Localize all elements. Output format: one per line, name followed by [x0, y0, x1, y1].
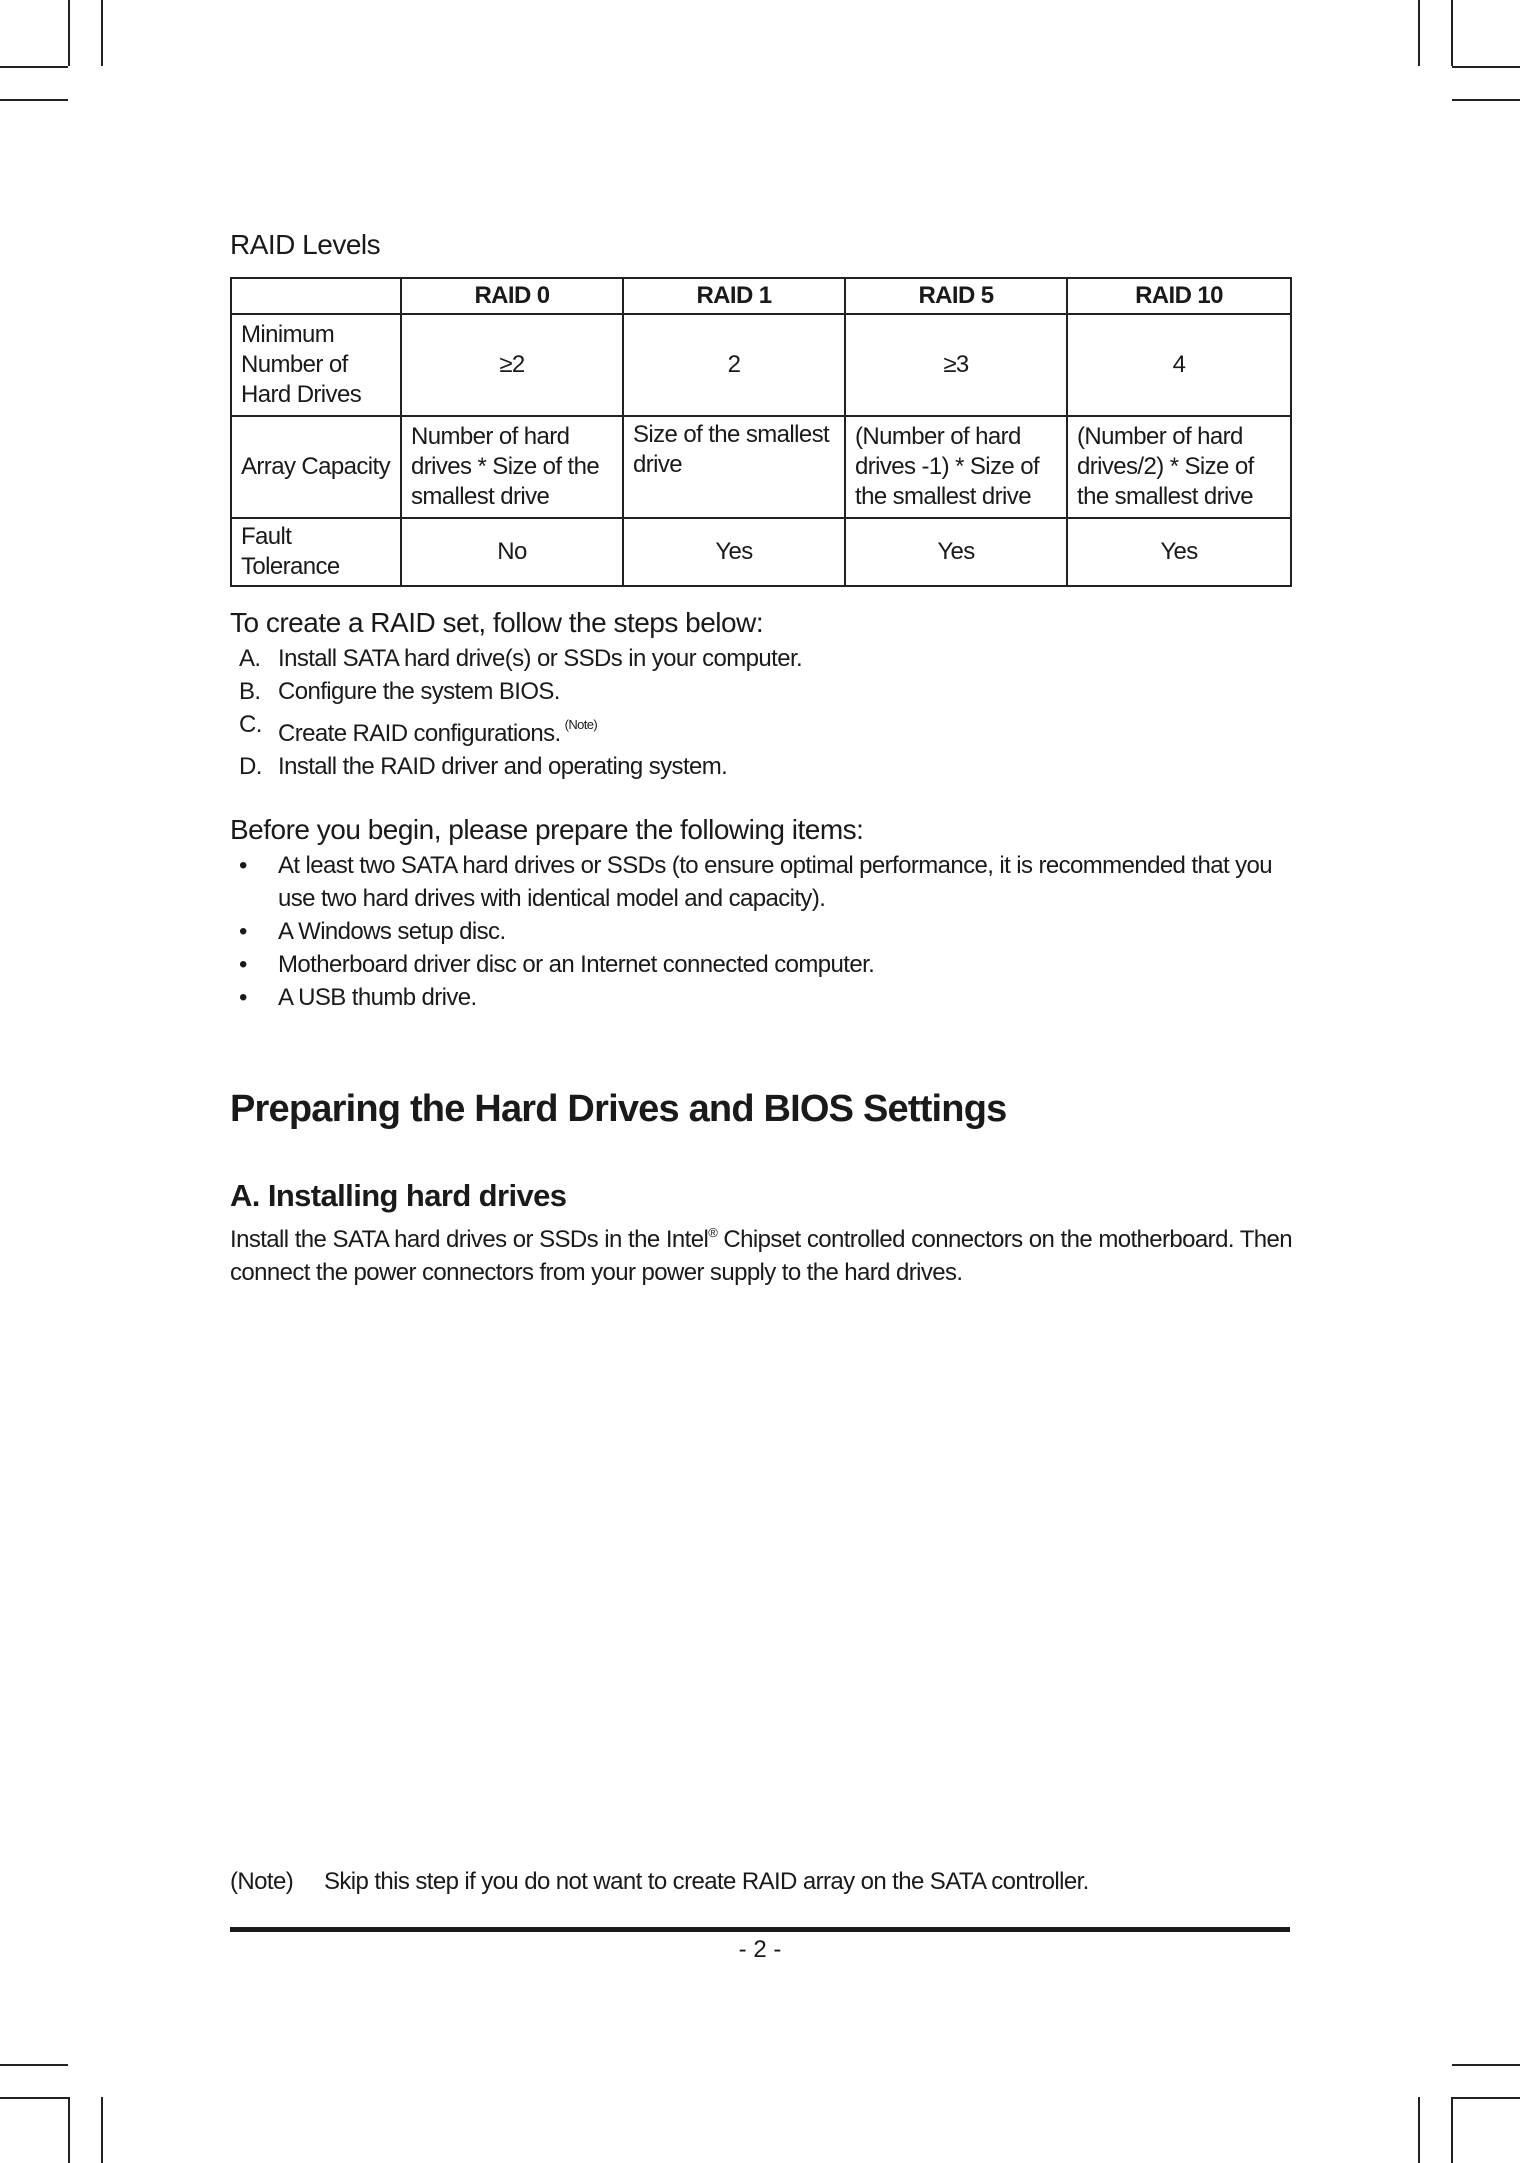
crop-mark — [0, 66, 68, 68]
table-header-cell: RAID 5 — [845, 278, 1067, 314]
list-item — [230, 981, 1290, 1014]
prepare-list — [230, 849, 1290, 1014]
table-row — [231, 314, 1291, 416]
table-header-cell: RAID 0 — [401, 278, 623, 314]
table-cell: Size of the smallest drive — [623, 416, 845, 518]
list-item — [230, 708, 1290, 750]
crop-mark — [1451, 2097, 1453, 2163]
note-reference: (Note) — [564, 717, 598, 732]
footnote — [230, 1868, 1089, 1896]
table-row — [231, 518, 1291, 586]
section-body — [230, 1216, 1292, 1289]
table-cell: Yes — [845, 518, 1067, 586]
table-cell: (Number of hard drives/2) * Size of the smallest drive — [1067, 416, 1291, 518]
list-item-text: A Windows setup disc. — [278, 918, 506, 945]
body-text-part: Chipset controlled connectors on the motherboard. Then connect the power connectors from your power supply to the hard drives. — [230, 1226, 1292, 1286]
steps-title: To create a RAID set, follow the steps below: — [230, 607, 764, 638]
page-number: - 2 - — [738, 1936, 782, 1963]
row-label: Array Capacity — [231, 416, 401, 518]
crop-mark — [1452, 2064, 1520, 2066]
list-item-text: Configure the system BIOS. — [278, 678, 560, 705]
crop-mark — [1452, 66, 1520, 68]
list-item — [230, 849, 1290, 915]
crop-mark — [101, 2097, 103, 2163]
bullet: • — [239, 984, 247, 1011]
footnote-text: Skip this step if you do not want to create RAID array on the SATA controller. — [324, 1868, 1089, 1895]
table-header-cell: RAID 1 — [623, 278, 845, 314]
footer-rule — [230, 1927, 1290, 1932]
crop-mark — [1452, 99, 1520, 101]
table-cell: Yes — [623, 518, 845, 586]
list-item-text: At least two SATA hard drives or SSDs (to ensure optimal performance, it is recommended that you use two hard drives with identical model and capacity). — [278, 852, 1272, 912]
table-cell: (Number of hard drives -1) * Size of the smallest drive — [845, 416, 1067, 518]
body-text-part: Install the SATA hard drives or SSDs in the Intel — [230, 1226, 709, 1253]
list-item — [230, 675, 1290, 708]
registered-mark: ® — [708, 1225, 718, 1240]
list-marker: C. — [239, 711, 262, 738]
crop-mark — [101, 0, 103, 66]
subsection-title: A. Installing hard drives — [230, 1178, 567, 1213]
crop-mark — [1451, 0, 1453, 66]
bullet: • — [239, 852, 247, 879]
raid-levels-title: RAID Levels — [230, 229, 381, 260]
prepare-title: Before you begin, please prepare the following items: — [230, 814, 864, 845]
section-title: Preparing the Hard Drives and BIOS Settings — [230, 1088, 1007, 1130]
table-row — [231, 416, 1291, 518]
table-cell: No — [401, 518, 623, 586]
list-item-text: Install the RAID driver and operating system. — [278, 753, 728, 780]
crop-mark — [1418, 2097, 1420, 2163]
table-header-cell: RAID 10 — [1067, 278, 1291, 314]
table-cell: Number of hard drives * Size of the smallest drive — [401, 416, 623, 518]
raid-levels-table — [230, 277, 1292, 587]
row-label: Minimum Number of Hard Drives — [231, 314, 401, 416]
crop-mark — [1452, 2097, 1520, 2099]
crop-mark — [0, 2064, 68, 2066]
list-item-text: A USB thumb drive. — [278, 984, 477, 1011]
footnote-label: (Note) — [230, 1868, 294, 1895]
list-marker: A. — [239, 645, 261, 672]
table-cell: Yes — [1067, 518, 1291, 586]
bullet: • — [239, 951, 247, 978]
table-cell: 2 — [623, 314, 845, 416]
table-cell: 4 — [1067, 314, 1291, 416]
crop-mark — [68, 0, 70, 66]
list-item — [230, 750, 1290, 783]
bullet: • — [239, 918, 247, 945]
table-cell: ≥2 — [401, 314, 623, 416]
crop-mark — [0, 99, 68, 101]
table-cell: ≥3 — [845, 314, 1067, 416]
table-header-cell — [231, 278, 401, 314]
list-item-text: Create RAID configurations. — [278, 720, 561, 747]
list-item — [230, 642, 1290, 675]
list-marker: B. — [239, 678, 261, 705]
list-item — [230, 948, 1290, 981]
list-item — [230, 915, 1290, 948]
crop-mark — [1418, 0, 1420, 66]
crop-mark — [0, 2097, 68, 2099]
table-header-row — [231, 278, 1291, 314]
steps-list — [230, 642, 1290, 783]
list-item-text: Motherboard driver disc or an Internet connected computer. — [278, 951, 875, 978]
list-item-text: Install SATA hard drive(s) or SSDs in your computer. — [278, 645, 803, 672]
row-label: Fault Tolerance — [231, 518, 401, 586]
crop-mark — [68, 2097, 70, 2163]
list-marker: D. — [239, 753, 262, 780]
